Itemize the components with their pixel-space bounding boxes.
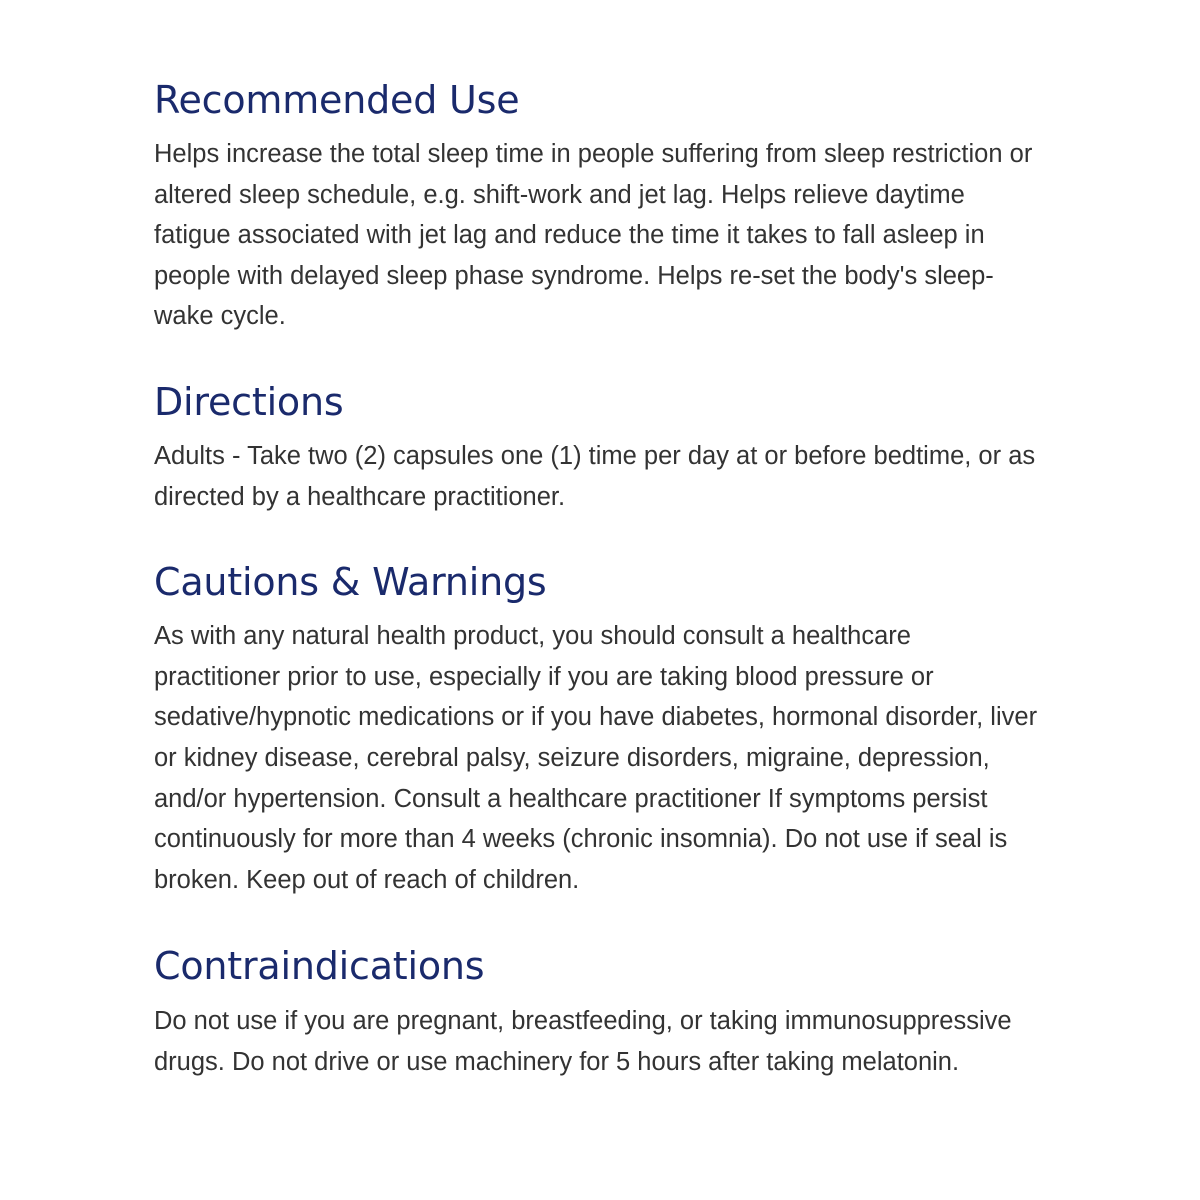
cautions-warnings-heading: Cautions & Warnings bbox=[154, 560, 547, 605]
recommended-use-text: Helps increase the total sleep time in people suffering from sleep restriction or altered sleep schedule, e.g. shift-work and jet lag. Helps relieve daytime fatigue associated with jet lag and reduce the time it takes to fall asleep in people with delayed sleep phase syndrome. Helps re-set the body's sleep-wake cycle. bbox=[154, 140, 1033, 331]
cautions-warnings-section bbox=[154, 558, 1044, 900]
product-info-content bbox=[154, 76, 1044, 1083]
directions-text: Adults - Take two (2) capsules one (1) time per day at or before bedtime, or as directed by a healthcare practitioner. bbox=[154, 441, 1036, 511]
recommended-use-heading: Recommended Use bbox=[154, 78, 520, 122]
contraindications-heading: Contraindications bbox=[154, 944, 485, 989]
contraindications-text: Do not use if you are pregnant, breastfeeding, or taking immunosuppressive drugs. Do not drive or use machinery for 5 hours after taking melatonin. bbox=[154, 1007, 1012, 1076]
recommended-use-section bbox=[154, 76, 1044, 337]
cautions-warnings-text: As with any natural health product, you should consult a healthcare practitioner prior to use, especially if you are taking blood pressure or sedative/hypnotic medications or if you have diabetes, hormonal disorder, liver or kidney disease, cerebral palsy, seizure disorders, migraine, depression, and/or hypertension. Consult a healthcare practitioner If symptoms persist continuously for more than 4 weeks (chronic insomnia). Do not use if seal is broken. Keep out of reach of children. bbox=[154, 622, 1038, 894]
directions-heading: Directions bbox=[154, 379, 344, 424]
directions-section bbox=[154, 378, 1044, 517]
contraindications-section bbox=[154, 942, 1044, 1082]
